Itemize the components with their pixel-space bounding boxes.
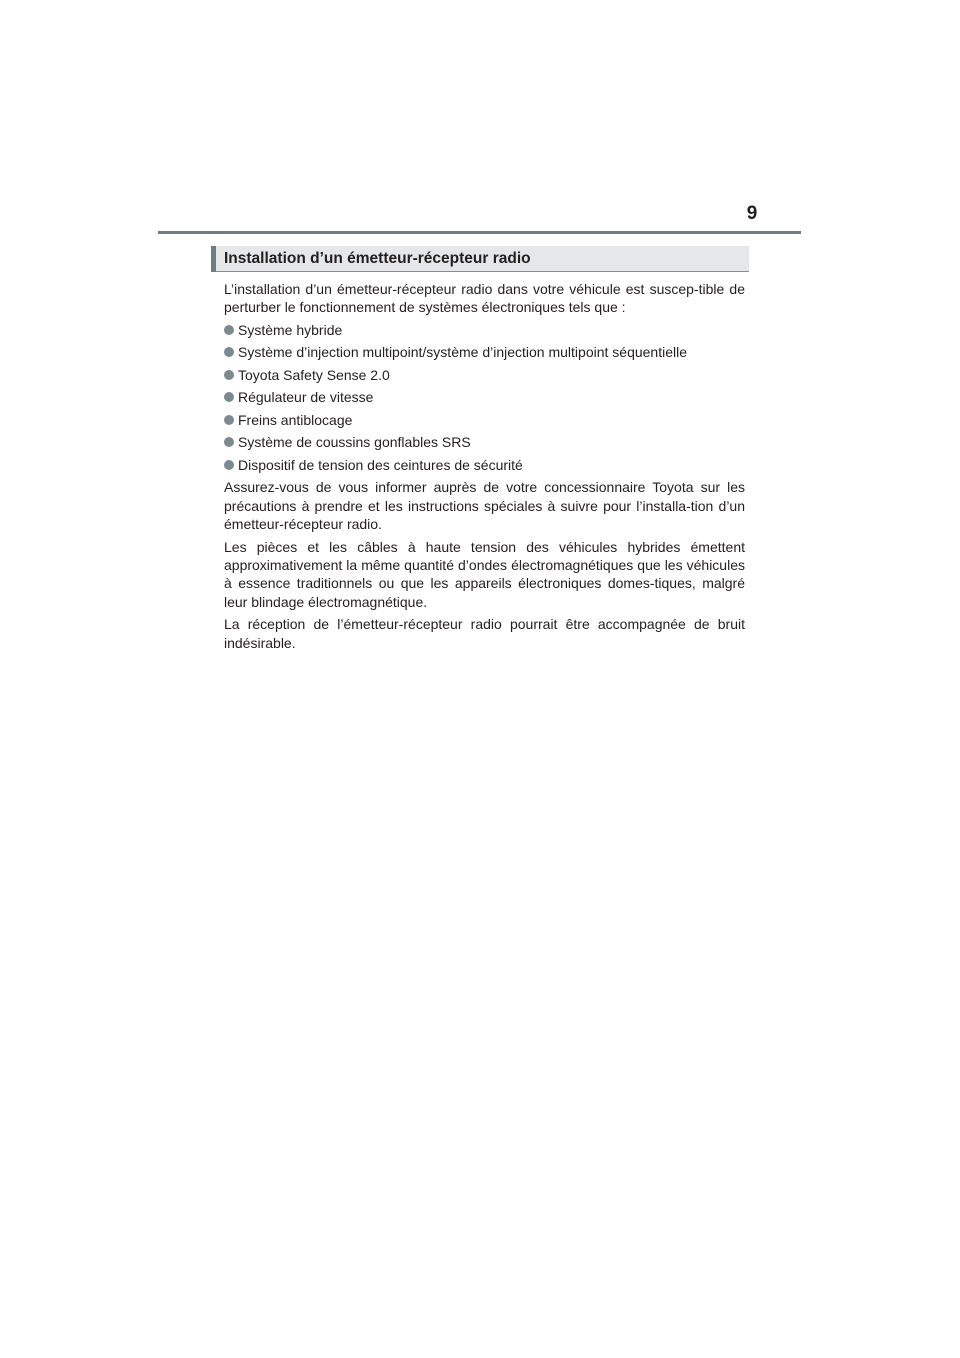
list-item-text: Système de coussins gonflables SRS <box>238 434 471 451</box>
list-item <box>224 456 745 474</box>
bullet-dot-icon <box>224 415 234 425</box>
bullet-dot-icon <box>224 437 234 447</box>
reception-noise-paragraph: La réception de l’émetteur-récepteur radio pourrait être accompagnée de bruit indésirable. <box>224 616 745 651</box>
dealer-advice-paragraph: Assurez-vous de vous informer auprès de votre concessionnaire Toyota sur les précautions à prendre et les instructions spéciales à suivre pour l’installa-tion d’un émetteur-récepteur radio. <box>224 479 745 533</box>
list-item <box>224 411 745 429</box>
section-body <box>224 280 745 656</box>
list-item-text: Toyota Safety Sense 2.0 <box>238 366 390 383</box>
list-item <box>224 433 745 451</box>
bullet-dot-icon <box>224 370 234 380</box>
list-item <box>224 343 745 361</box>
list-item <box>224 366 745 384</box>
section-title: Installation d’un émetteur-récepteur radio <box>224 250 531 267</box>
list-item-text: Système d’injection multipoint/système d’injection multipoint séquentielle <box>238 344 688 361</box>
list-item <box>224 321 745 339</box>
list-item-text: Dispositif de tension des ceintures de sécurité <box>238 456 523 473</box>
bullet-dot-icon <box>224 347 234 357</box>
section-heading <box>211 246 749 272</box>
list-item-text: Freins antiblocage <box>238 411 353 428</box>
list-item-text: Régulateur de vitesse <box>238 389 374 406</box>
list-item-text: Système hybride <box>238 321 343 338</box>
intro-paragraph: L’installation d’un émetteur-récepteur radio dans votre véhicule est suscep-tible de perturber le fonctionnement de systèmes électroniques tels que : <box>224 281 745 316</box>
header-rule <box>158 231 801 234</box>
high-voltage-paragraph: Les pièces et les câbles à haute tension des véhicules hybrides émettent approximativement la même quantité d’ondes électromagnétiques que les véhicules à essence traditionnels ou que les appareils électroniques domes-tiques, malgré leur blindage électromagnétique. <box>224 538 745 610</box>
bullet-dot-icon <box>224 325 234 335</box>
section-heading-bar <box>211 246 216 272</box>
list-item <box>224 388 745 406</box>
bullet-dot-icon <box>224 392 234 402</box>
bullet-dot-icon <box>224 460 234 470</box>
page-number: 9 <box>746 203 758 224</box>
system-list <box>224 321 745 474</box>
